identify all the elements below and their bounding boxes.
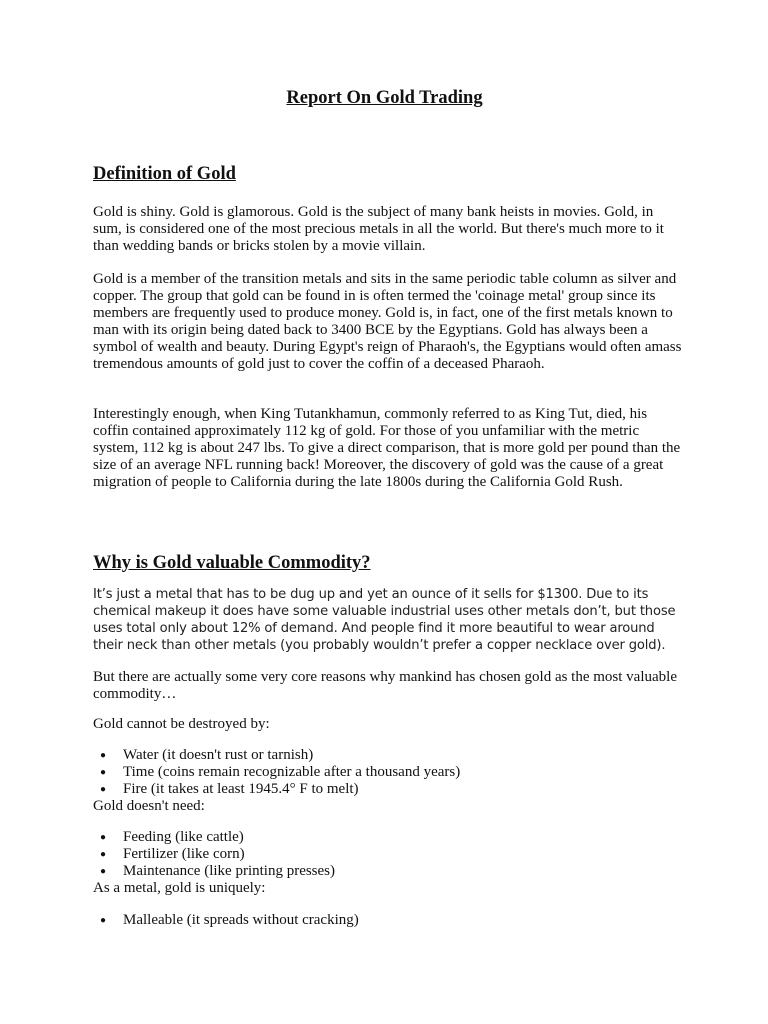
- section-heading-why-valuable: Why is Gold valuable Commodity?: [93, 553, 371, 573]
- document-title: Report On Gold Trading: [286, 88, 483, 108]
- list-item: ● Feeding (like cattle): [100, 829, 244, 845]
- bullet-icon: ●: [100, 849, 107, 861]
- list-item: ● Water (it doesn't rust or tarnish): [100, 747, 314, 763]
- bullet-icon: ●: [100, 784, 107, 796]
- paragraph: Interestingly enough, when King Tutankhamun, commonly referred to as King Tut, died, his coffin contained approximately 112 kg of gold. For those of you unfamiliar with the metric system, 112 kg is about 247 lbs. To give a direct comparison, that is more gold per pound than the size of an average NFL running back! Moreover, the discovery of gold was the cause of a great migration of people to California during the late 1800s during the California Gold Rush.: [93, 406, 681, 490]
- bullet-icon: ●: [100, 832, 107, 843]
- bullet-icon: ●: [100, 866, 107, 878]
- list-intro: Gold doesn't need:: [93, 798, 205, 814]
- list-item: ● Maintenance (like printing presses): [100, 863, 336, 880]
- bullet-icon: ●: [100, 915, 107, 926]
- paragraph: But there are actually some very core reasons why mankind has chosen gold as the most valuable commodity…: [93, 669, 677, 702]
- paragraph: Gold is a member of the transition metals and sits in the same periodic table column as silver and copper. The group that gold can be found in is often termed the 'coinage metal' group since its members are frequently used to produce money. Gold is, in fact, one of the first metals known to man with its origin being dated back to 3400 BCE by the Egyptians. Gold has always been a symbol of wealth and beauty. During Egypt's reign of Pharaoh's, the Egyptians would often amass tremendous amounts of gold just to cover the coffin of a deceased Pharaoh.: [93, 271, 682, 372]
- list-intro: Gold cannot be destroyed by:: [93, 716, 270, 732]
- bullet-list: [93, 747, 460, 799]
- bullet-icon: ●: [100, 767, 107, 779]
- paragraph: It’s just a metal that has to be dug up and yet an ounce of it sells for $1300. Due to its chemical makeup it does have some valuable industrial uses other metals don’t, but those uses total only about 12% of demand. And people find it more beautiful to wear around their neck than other metals (you probably wouldn’t prefer a copper necklace over gold).: [93, 587, 676, 653]
- list-item: ● Time (coins remain recognizable after a thousand years): [100, 764, 461, 781]
- bullet-list: [93, 829, 335, 881]
- list-item: ● Fire (it takes at least 1945.4° F to melt): [100, 781, 359, 798]
- list-intro: As a metal, gold is uniquely:: [93, 880, 266, 896]
- list-item: ● Fertilizer (like corn): [100, 846, 245, 863]
- list-item: ● Malleable (it spreads without cracking): [100, 912, 359, 928]
- paragraph: Gold is shiny. Gold is glamorous. Gold is the subject of many bank heists in movies. Gold, in sum, is considered one of the most precious metals in all the world. But there's much more to it than wedding bands or bricks stolen by a movie villain.: [93, 204, 664, 254]
- bullet-list: [93, 912, 359, 929]
- section-heading-definition: Definition of Gold: [93, 164, 236, 184]
- bullet-icon: ●: [100, 750, 107, 761]
